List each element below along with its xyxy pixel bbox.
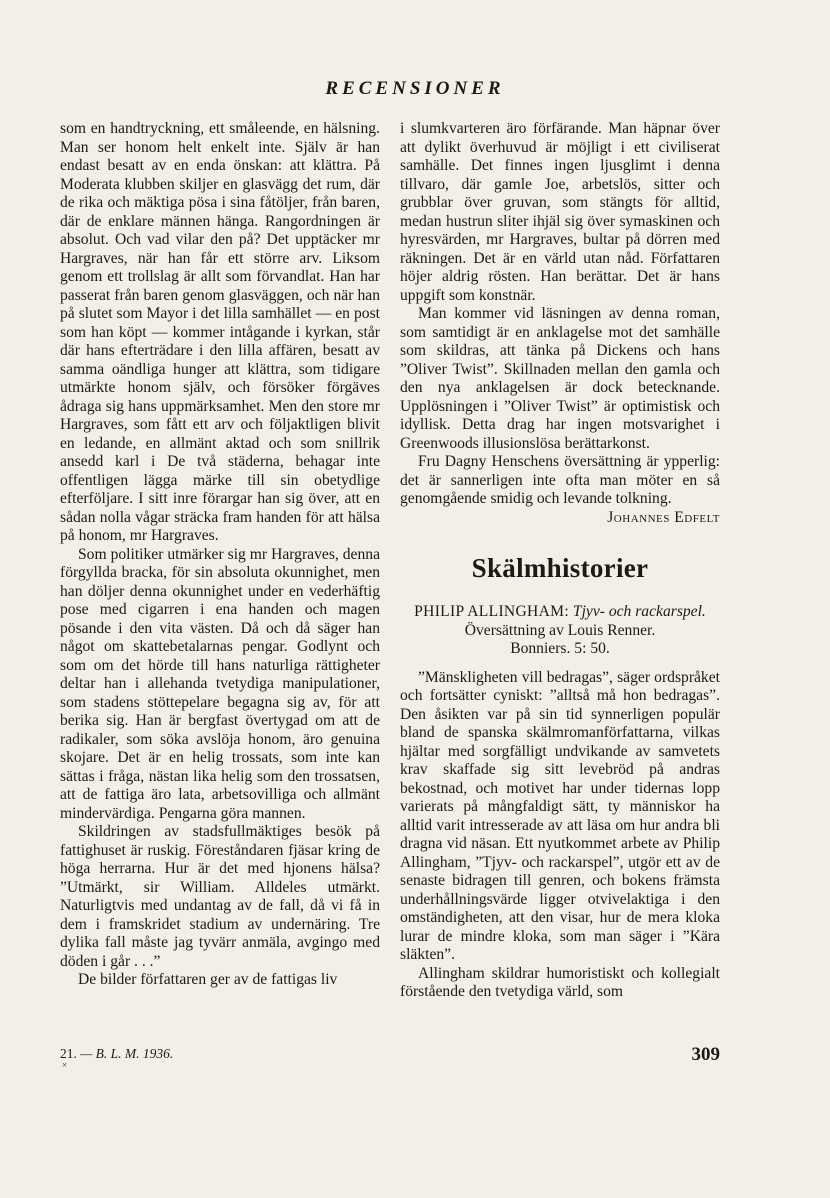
book-author: PHILIP ALLINGHAM: <box>414 603 569 620</box>
review-paragraph: Man kommer vid läsningen av denna roman, som samtidigt är en anklagelse mot det samhälle som skildras, att tänka på Dickens och hans ”Oliver Twist”. Skillnaden mellan den gamla och den nya anklagelsen är dock betecknande. Upplösningen i ”Oliver Twist” är optimistisk och idyllisk. Detta drag har ingen motsvarighet i Greenwoods illusionslösa berättarkonst. <box>400 305 720 452</box>
book-info <box>400 603 720 659</box>
review-paragraph: Fru Dagny Henschens översättning är ypperlig: det är sannerligen inte ofta man möter en så genomgående smidig och levande tolkning. <box>400 453 720 507</box>
signature-number: 21. <box>60 1046 77 1061</box>
review-paragraph: Allingham skildrar humoristiskt och kollegialt förstående den tvetydiga värld, som <box>400 964 720 1000</box>
journal-name: — B. L. M. 1936. <box>80 1046 174 1061</box>
review-signature: Johannes Edfelt <box>607 508 720 526</box>
running-head: RECENSIONER <box>325 78 505 99</box>
left-paragraph: som en handtryckning, ett småleende, en hälsning. Man ser honom helt enkelt inte. Själv är han endast besatt av en enda önskan: att klättra. På Moderata klubben skiljer en glasvägg det rum, där de rika och mäktiga pösa i sina fåtöljer, från baren, där de enklare männen hänga. Rangordningen är absolut. Och vad vilar den på? Det upptäcker mr Hargraves, när han får ett större arv. Liksom genom ett trollslag är allt som förvandlat. Han har passerat från baren genom glasväggen, och när han på slutet som Mayor i det lilla samhället — en post som han köpt — kommer intågande i kyrkan, står där hans efterträdare i den lilla affären, besatt av samma oändliga hunger att klättra, som tidigare utmärkte honom själv, och försöker förgäves ådraga sig hans uppmärksamhet. Men den store mr Hargraves, som fått ett arv och följaktligen blivit en ledande, en allmänt aktad och som snillrik ansedd karl i De två städerna, behagar inte offentligen lägga märke till sin obetydlige efterföljare. I sitt inre förargar han sig över, att en sådan nolla vågar sträcka fram handen för att hälsa på honom, mr Hargraves. <box>60 120 380 544</box>
review-paragraph: i slumkvarteren äro förfärande. Man häpnar över att dylikt överhuvud är möjligt i ett civiliserat samhälle. Det finnes ingen ljusglimt i denna tillvaro, där gamle Joe, arbetslös, sitter och grubblar över gruvan, som stängts för alltid, medan hustrun sliter ihjäl sig över symaskinen och hyresvärden, mr Hargraves, bultar på dörren med räkningen. Det är en värld utan nåd. Författaren höjer aldrig rösten. Han berättar. Det är hans uppgift som konstnär. <box>400 120 720 304</box>
left-paragraph: Som politiker utmärker sig mr Hargraves, denna förgyllda bracka, för sin absoluta okunnighet, men han döljer denna okunnighet under en vederhäftig pose med cigarren i ena handen och magen pösande i den vita västen. Då och då säger han något om skattebetalarnas pengar. Godlynt och som om det hörde till hans naturliga rättigheter deltar han i allehanda tvetydiga manipulationer, som stadens stöttepelare begagna sig av, för att berika sig. Han är bergfast övertygad om att de radikaler, som söka avslöja honom, äro genuina skojare. Det är en helig trossats, som inte kan sättas i fråga, nästan lika helig som den trossatsen, att de fattiga äro lata, arbetsovilliga och allmänt mindervärdiga. Pengarna göra mannen. <box>60 545 380 822</box>
footer-signature <box>60 1046 173 1062</box>
book-title: Tjyv- och rackarspel. <box>572 603 706 620</box>
book-publisher: Bonniers. 5: 50. <box>510 640 610 657</box>
book-heading <box>400 603 720 622</box>
book-translation: Översättning av Louis Renner. <box>464 621 656 639</box>
left-column <box>60 120 380 990</box>
printer-mark: × <box>62 1060 68 1070</box>
left-paragraph: Skildringen av stadsfullmäktiges besök på fattighuset är ruskig. Föreståndaren fjäsar kring de höga herrarna. Hur är det med hjonens hälsa? ”Utmärkt, sir William. Alldeles utmärkt. Naturligtvis med undantag av de fall, då vi få in dem i framskridet stadium av undernäring. Tre dylika fall måste jag tyvärr anmäla, avgingo med döden i går . . .” <box>60 823 380 970</box>
review-closing-paragraph <box>400 453 720 526</box>
left-paragraph: De bilder författaren ger av de fattigas liv <box>78 971 338 988</box>
section-title: Skälmhistorier <box>471 552 649 583</box>
review-paragraph: ”Mänskligheten vill bedragas”, säger ordspråket och fortsätter cyniskt: ”alltså må hon bedragas”. Den åsikten var på sin tid synnerligen populär bland de spanska skälmromanförfattarna, vilkas hjältar med sorgfälligt undvikande av samvetets krav skaffade sig sitt levebröd på andras bekostnad, och motivet har under tidernas lopp varierats på mångfaldigt sätt, ty människor ha alltid varit intresserade av att läsa om hur andra bli dragna vid näsan. Ett nyutkommet arbete av Philip Allingham, ”Tjyv- och rackarspel”, utgör ett av de senaste bidragen till genren, och bokens främsta underhållningsvärde ligger otvivelaktiga i den omständigheten, att den visar, hur de mera kloka lurar de mindre kloka, som man säger i ”Kära släkten”. <box>400 668 720 963</box>
page-number: 309 <box>691 1044 720 1065</box>
right-column <box>400 120 720 1002</box>
